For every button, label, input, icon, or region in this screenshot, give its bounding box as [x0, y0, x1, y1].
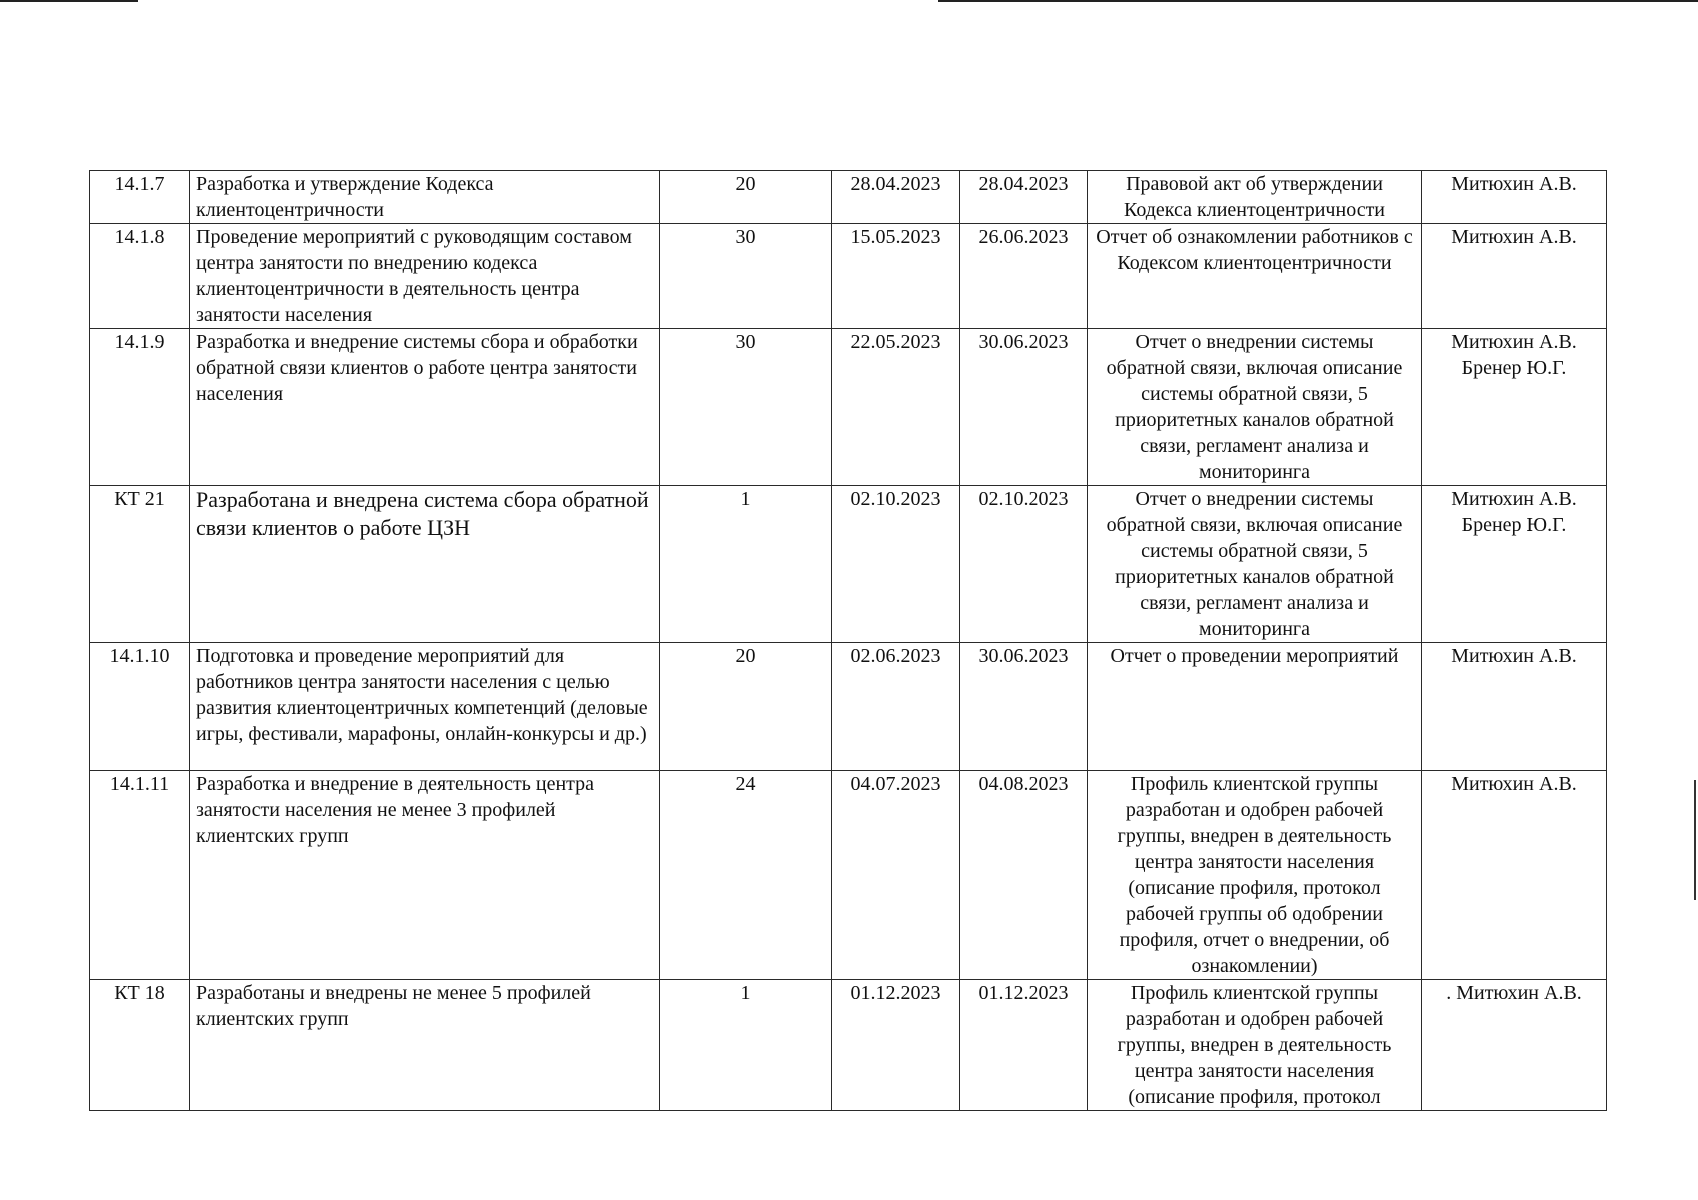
table-row — [90, 329, 1607, 486]
responsible-name: Бренер Ю.Г. — [1461, 514, 1567, 536]
responsible-name: . Митюхин А.В. — [1446, 982, 1582, 1004]
task-duration: 30 — [660, 329, 832, 486]
task-title: Подготовка и проведение мероприятий для работников центра занятости населения с целью развития клиентоцентричных компетенций (деловые игры, фестивали, марафоны, онлайн-конкурсы и др.) — [190, 643, 660, 771]
start-date: 28.04.2023 — [832, 171, 960, 224]
responsible-person — [1422, 643, 1607, 771]
end-date: 04.08.2023 — [960, 771, 1088, 980]
row-number: 14.1.11 — [90, 771, 190, 980]
task-result: Отчет о внедрении системы обратной связи, включая описание системы обратной связи, 5 приоритетных каналов обратной связи, регламент анализа и мониторинга — [1088, 329, 1422, 486]
end-date: 30.06.2023 — [960, 643, 1088, 771]
table-row — [90, 486, 1607, 643]
end-date: 02.10.2023 — [960, 486, 1088, 643]
end-date: 26.06.2023 — [960, 224, 1088, 329]
row-number: КТ 18 — [90, 980, 190, 1111]
task-title: Разработка и внедрение в деятельность центра занятости населения не менее 3 профилей клиентских групп — [190, 771, 660, 980]
table-row — [90, 224, 1607, 329]
end-date: 28.04.2023 — [960, 171, 1088, 224]
task-result: Отчет о внедрении системы обратной связи, включая описание системы обратной связи, 5 приоритетных каналов обратной связи, регламент анализа и мониторинга — [1088, 486, 1422, 643]
start-date: 15.05.2023 — [832, 224, 960, 329]
table-row — [90, 771, 1607, 980]
start-date: 22.05.2023 — [832, 329, 960, 486]
task-result: Профиль клиентской группы разработан и одобрен рабочей группы, внедрен в деятельность центра занятости населения (описание профиля, протокол — [1088, 980, 1422, 1111]
row-number: 14.1.10 — [90, 643, 190, 771]
responsible-name: Митюхин А.В. — [1451, 645, 1577, 667]
responsible-name: Бренер Ю.Г. — [1461, 357, 1567, 379]
responsible-name: Митюхин А.В. — [1451, 773, 1577, 795]
responsible-name: Митюхин А.В. — [1451, 488, 1577, 510]
start-date: 02.06.2023 — [832, 643, 960, 771]
end-date: 30.06.2023 — [960, 329, 1088, 486]
task-title: Проведение мероприятий с руководящим составом центра занятости по внедрению кодекса клиентоцентричности в деятельность центра занятости населения — [190, 224, 660, 329]
task-title: Разработана и внедрена система сбора обратной связи клиентов о работе ЦЗН — [190, 486, 660, 643]
table-row — [90, 171, 1607, 224]
start-date: 02.10.2023 — [832, 486, 960, 643]
task-result: Профиль клиентской группы разработан и одобрен рабочей группы, внедрен в деятельность центра занятости населения (описание профиля, протокол рабочей группы об одобрении профиля, отчет о внедрении, об ознакомлении) — [1088, 771, 1422, 980]
task-result: Отчет о проведении мероприятий — [1088, 643, 1422, 771]
row-number: КТ 21 — [90, 486, 190, 643]
end-date: 01.12.2023 — [960, 980, 1088, 1111]
responsible-person — [1422, 224, 1607, 329]
table-row — [90, 980, 1607, 1111]
start-date: 01.12.2023 — [832, 980, 960, 1111]
task-title: Разработаны и внедрены не менее 5 профилей клиентских групп — [190, 980, 660, 1111]
responsible-person — [1422, 171, 1607, 224]
start-date: 04.07.2023 — [832, 771, 960, 980]
table-row — [90, 643, 1607, 771]
responsible-person — [1422, 486, 1607, 643]
task-duration: 20 — [660, 643, 832, 771]
responsible-person — [1422, 771, 1607, 980]
row-number: 14.1.8 — [90, 224, 190, 329]
top-edge-line-right — [938, 0, 1698, 2]
task-duration: 1 — [660, 486, 832, 643]
task-title: Разработка и утверждение Кодекса клиентоцентричности — [190, 171, 660, 224]
task-duration: 1 — [660, 980, 832, 1111]
responsible-person — [1422, 980, 1607, 1111]
task-result: Правовой акт об утверждении Кодекса клиентоцентричности — [1088, 171, 1422, 224]
task-duration: 20 — [660, 171, 832, 224]
task-duration: 24 — [660, 771, 832, 980]
row-number: 14.1.9 — [90, 329, 190, 486]
task-title: Разработка и внедрение системы сбора и обработки обратной связи клиентов о работе центра занятости населения — [190, 329, 660, 486]
plan-table — [89, 170, 1607, 1111]
right-edge-mark — [1694, 780, 1696, 900]
row-number: 14.1.7 — [90, 171, 190, 224]
responsible-name: Митюхин А.В. — [1451, 331, 1577, 353]
task-duration: 30 — [660, 224, 832, 329]
task-result: Отчет об ознакомлении работников с Кодексом клиентоцентричности — [1088, 224, 1422, 329]
responsible-person — [1422, 329, 1607, 486]
responsible-name: Митюхин А.В. — [1451, 226, 1577, 248]
top-edge-line-left — [0, 0, 138, 2]
responsible-name: Митюхин А.В. — [1451, 173, 1577, 195]
